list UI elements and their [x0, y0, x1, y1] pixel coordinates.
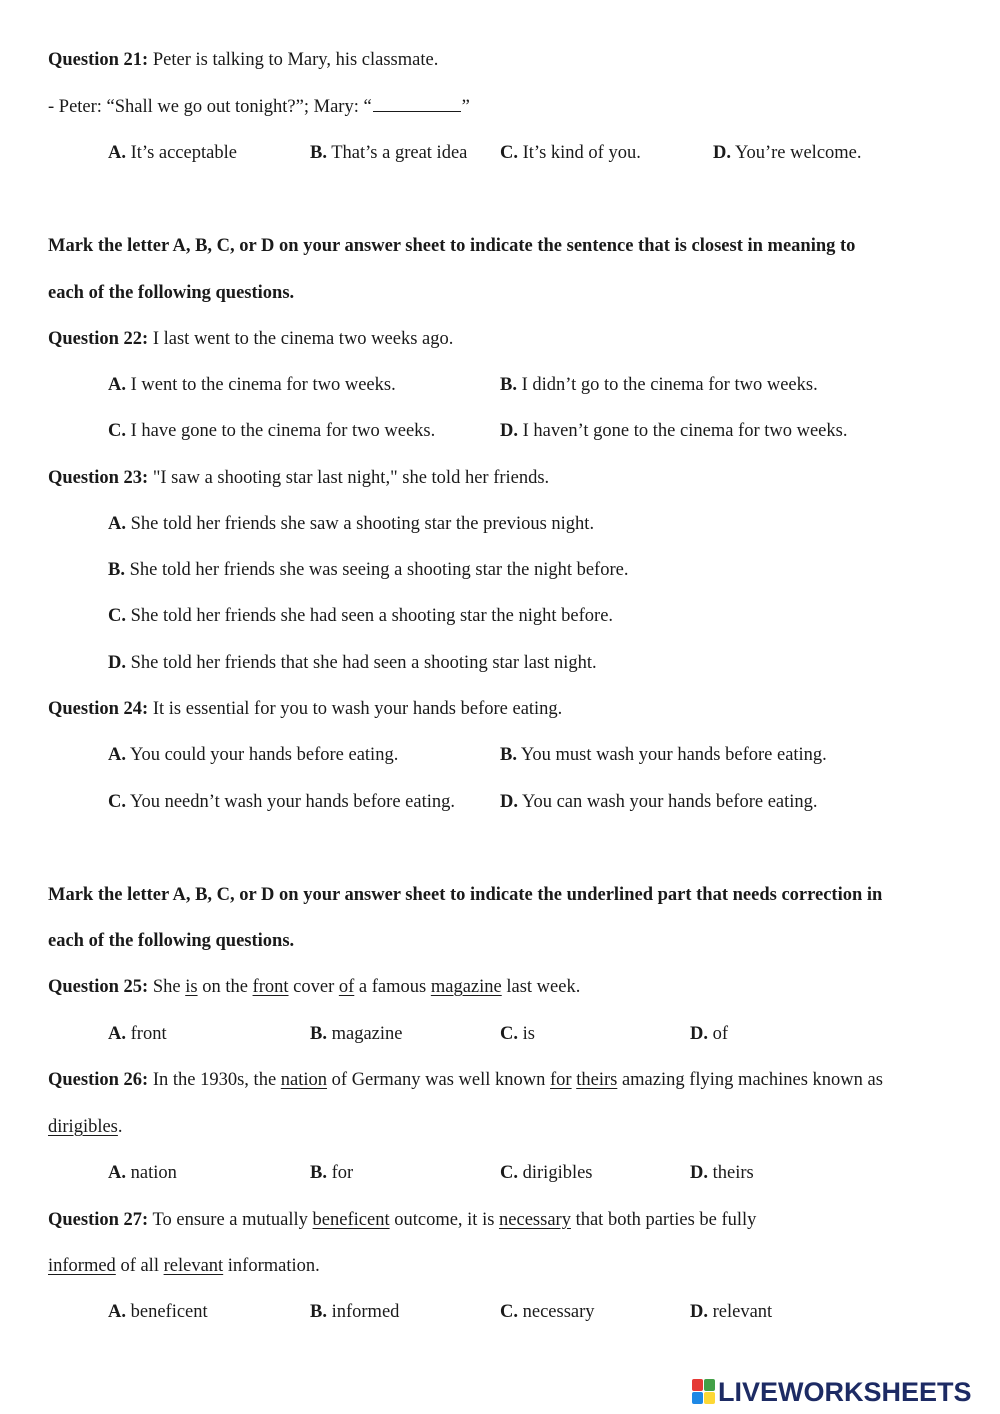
option-letter: C.: [108, 606, 126, 626]
question-27-stem-continued: [48, 1254, 320, 1278]
option-text: She told her friends she saw a shooting star the previous night.: [126, 514, 595, 534]
question-24-stem: [48, 697, 562, 721]
option-letter: D.: [713, 143, 731, 163]
option-b[interactable]: [310, 1022, 402, 1046]
option-letter: C.: [500, 1302, 518, 1322]
stem-text: She: [148, 977, 186, 997]
question-text: Peter is talking to Mary, his classmate.: [148, 50, 439, 70]
question-number: Question 25:: [48, 977, 149, 997]
stem-text: last week.: [501, 977, 581, 997]
option-text: It’s acceptable: [126, 143, 237, 163]
option-letter: A.: [108, 1024, 126, 1044]
section-instruction-line-2: each of the following questions.: [48, 931, 295, 951]
option-b[interactable]: [500, 373, 818, 397]
stem-text: a famous: [354, 977, 431, 997]
section-instruction-line-1: Mark the letter A, B, C, or D on your answer sheet to indicate the sentence that is closest in meaning to: [48, 236, 856, 256]
option-text: I went to the cinema for two weeks.: [126, 375, 396, 395]
option-letter: A.: [108, 143, 126, 163]
option-c[interactable]: [500, 1022, 535, 1046]
option-letter: A.: [108, 514, 126, 534]
underlined-part: necessary: [499, 1210, 571, 1230]
option-text: is: [518, 1024, 535, 1044]
question-number: Question 22:: [48, 329, 149, 349]
option-letter: C.: [500, 143, 518, 163]
underlined-part: for: [550, 1070, 572, 1090]
underlined-part: nation: [280, 1070, 328, 1090]
option-letter: B.: [500, 375, 517, 395]
dialogue-close: ”: [461, 97, 470, 117]
logo-text: LIVEWORKSHEETS: [718, 1376, 972, 1407]
question-number: Question 26:: [48, 1070, 149, 1090]
option-b[interactable]: [108, 558, 628, 582]
option-text: You must wash your hands before eating.: [516, 745, 827, 765]
option-a[interactable]: [108, 512, 594, 536]
option-text: You needn’t wash your hands before eating.: [126, 792, 455, 812]
option-text: You could your hands before eating.: [126, 745, 399, 765]
option-text: theirs: [708, 1163, 754, 1183]
option-c[interactable]: [108, 419, 435, 443]
stem-text: of Germany was well known: [327, 1070, 551, 1090]
option-letter: D.: [108, 653, 126, 673]
answer-blank[interactable]: [373, 95, 461, 112]
option-letter: C.: [500, 1024, 518, 1044]
option-text: beneficent: [126, 1302, 208, 1322]
question-text: It is essential for you to wash your hands before eating.: [148, 699, 563, 719]
option-a[interactable]: [108, 743, 398, 767]
question-number: Question 24:: [48, 699, 149, 719]
option-text: I have gone to the cinema for two weeks.: [126, 421, 436, 441]
option-b[interactable]: [500, 743, 827, 767]
option-text: You’re welcome.: [731, 143, 862, 163]
option-a[interactable]: [108, 1161, 177, 1185]
option-d[interactable]: [500, 790, 818, 814]
option-text: She told her friends she was seeing a shooting star the night before.: [124, 560, 629, 580]
option-letter: B.: [310, 1302, 327, 1322]
option-a[interactable]: [108, 1300, 208, 1324]
underlined-part: is: [185, 977, 198, 997]
section-instruction-line-1: Mark the letter A, B, C, or D on your answer sheet to indicate the underlined part that needs correction in: [48, 885, 883, 905]
option-c[interactable]: [108, 604, 613, 628]
option-text: necessary: [518, 1302, 595, 1322]
underlined-part: theirs: [576, 1070, 618, 1090]
option-d[interactable]: [500, 419, 847, 443]
option-text: She told her friends that she had seen a shooting star last night.: [126, 653, 597, 673]
underlined-part: front: [252, 977, 289, 997]
option-letter: B.: [108, 560, 125, 580]
option-text: I haven’t gone to the cinema for two weeks.: [518, 421, 848, 441]
option-letter: C.: [500, 1163, 518, 1183]
underlined-part: of: [338, 977, 355, 997]
stem-text: outcome, it is: [389, 1210, 500, 1230]
option-letter: A.: [108, 1163, 126, 1183]
underlined-part: dirigibles: [48, 1117, 118, 1137]
stem-text: on the: [197, 977, 253, 997]
question-number: Question 23:: [48, 468, 149, 488]
underlined-part: magazine: [430, 977, 502, 997]
option-a[interactable]: [108, 1022, 167, 1046]
option-d[interactable]: [108, 651, 597, 675]
option-letter: C.: [108, 792, 126, 812]
option-c[interactable]: [108, 790, 455, 814]
option-letter: B.: [500, 745, 517, 765]
option-d[interactable]: [690, 1161, 754, 1185]
stem-text: amazing flying machines known as: [617, 1070, 883, 1090]
stem-text: information.: [223, 1256, 320, 1276]
logo-tile-red: [692, 1379, 703, 1391]
option-c[interactable]: [500, 141, 641, 165]
question-number: Question 27:: [48, 1210, 149, 1230]
question-26-stem: [48, 1068, 883, 1092]
option-a[interactable]: [108, 141, 237, 165]
logo-tile-green: [704, 1379, 715, 1391]
question-26-stem-continued: [48, 1115, 123, 1139]
liveworksheets-logo-icon: [692, 1379, 716, 1405]
option-letter: B.: [310, 143, 327, 163]
section-instruction-line-2: each of the following questions.: [48, 283, 295, 303]
question-25-stem: [48, 975, 580, 999]
option-letter: D.: [500, 421, 518, 441]
stem-text: In the 1930s, the: [148, 1070, 281, 1090]
option-text: magazine: [326, 1024, 403, 1044]
option-letter: D.: [690, 1163, 708, 1183]
stem-text: cover: [288, 977, 339, 997]
option-b[interactable]: [310, 1161, 353, 1185]
option-letter: A.: [108, 375, 126, 395]
option-text: That’s a great idea: [326, 143, 468, 163]
option-text: informed: [326, 1302, 400, 1322]
option-text: for: [326, 1163, 354, 1183]
option-text: dirigibles: [518, 1163, 593, 1183]
option-d[interactable]: [713, 141, 862, 165]
option-text: front: [126, 1024, 167, 1044]
option-c[interactable]: [500, 1161, 593, 1185]
option-text: You can wash your hands before eating.: [518, 792, 818, 812]
underlined-part: informed: [48, 1256, 116, 1276]
stem-text: To ensure a mutually: [148, 1210, 313, 1230]
question-21-dialogue: [48, 95, 470, 119]
stem-text: that both parties be fully: [570, 1210, 757, 1230]
question-21-stem: [48, 48, 438, 72]
question-23-stem: [48, 466, 549, 490]
option-letter: D.: [690, 1302, 708, 1322]
logo-tile-blue: [692, 1392, 703, 1404]
option-letter: D.: [500, 792, 518, 812]
option-letter: A.: [108, 1302, 126, 1322]
option-letter: D.: [690, 1024, 708, 1044]
option-d[interactable]: [690, 1300, 772, 1324]
underlined-part: beneficent: [312, 1210, 390, 1230]
question-number: Question 21:: [48, 50, 149, 70]
option-text: She told her friends she had seen a shooting star the night before.: [126, 606, 614, 626]
stem-text: of all: [115, 1256, 164, 1276]
option-b[interactable]: [310, 141, 467, 165]
question-text: "I saw a shooting star last night," she told her friends.: [148, 468, 550, 488]
logo-tile-yellow: [704, 1392, 715, 1404]
option-text: It’s kind of you.: [518, 143, 641, 163]
option-letter: A.: [108, 745, 126, 765]
option-b[interactable]: [310, 1300, 399, 1324]
option-letter: B.: [310, 1024, 327, 1044]
stem-text: .: [117, 1117, 123, 1137]
option-text: I didn’t go to the cinema for two weeks.: [516, 375, 818, 395]
dialogue-text: - Peter: “Shall we go out tonight?”; Mary: “: [48, 97, 372, 117]
option-text: of: [708, 1024, 729, 1044]
liveworksheets-logo[interactable]: [692, 1376, 972, 1408]
question-22-stem: [48, 327, 453, 351]
underlined-part: relevant: [163, 1256, 224, 1276]
question-text: I last went to the cinema two weeks ago.: [148, 329, 454, 349]
question-27-stem: [48, 1208, 756, 1232]
option-letter: B.: [310, 1163, 327, 1183]
option-letter: C.: [108, 421, 126, 441]
option-c[interactable]: [500, 1300, 595, 1324]
option-a[interactable]: [108, 373, 396, 397]
option-text: relevant: [708, 1302, 773, 1322]
option-text: nation: [126, 1163, 177, 1183]
option-d[interactable]: [690, 1022, 728, 1046]
